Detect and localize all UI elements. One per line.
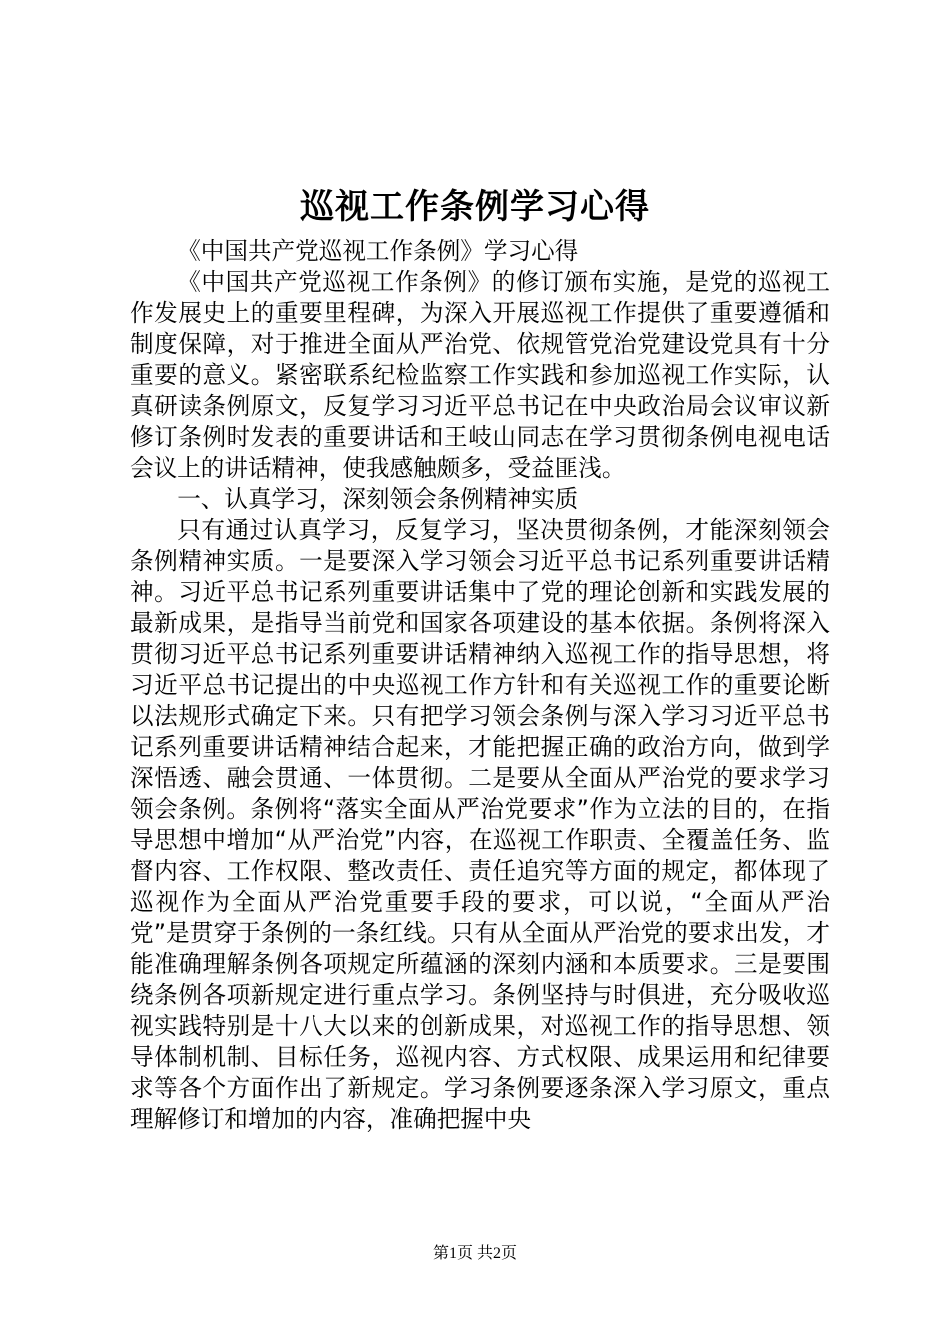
document-title: 巡视工作条例学习心得: [300, 187, 650, 227]
paragraph-subtitle: 《中国共产党巡视工作条例》学习心得: [177, 237, 579, 265]
section-heading: 一、认真学习，深刻领会条例精神实质: [177, 485, 579, 513]
page-footer: 第1页 共2页: [432, 1245, 517, 1262]
document-body: [130, 236, 830, 1135]
paragraph-section-body: 只有通过认真学习，反复学习，坚决贯彻条例，才能深刻领会条例精神实质。一是要深入学习领会习近平总书记系列重要讲话精神。习近平总书记系列重要讲话集中了党的理论创新和实践发展的最新成果，是指导当前党和国家各项建设的基本依据。条例将深入贯彻习近平总书记系列重要讲话精神纳入巡视工作的指导思想，将习近平总书记提出的中央巡视工作方针和有关巡视工作的重要论断以法规形式确定下来。只有把学习领会条例与深入学习习近平总书记系列重要讲话精神结合起来，才能把握正确的政治方向，做到学深悟透、融会贯通、一体贯彻。二是要从全面从严治党的要求学习领会条例。条例将“落实全面从严治党要求”作为立法的目的，在指导思想中增加“从严治党”内容，在巡视工作职责、全覆盖任务、监督内容、工作权限、整改责任、责任追究等方面的规定，都体现了巡视作为全面从严治党重要手段的要求，可以说，“全面从严治党”是贯穿于条例的一条红线。只有从全面从严治党的要求出发，才能准确理解条例各项规定所蕴涵的深刻内涵和本质要求。三是要围绕条例各项新规定进行重点学习。条例坚持与时俱进，充分吸收巡视实践特别是十八大以来的创新成果，对巡视工作的指导思想、领导体制机制、目标任务，巡视内容、方式权限、成果运用和纪律要求等各个方面作出了新规定。学习条例要逐条深入学习原文，重点理解修订和增加的内容，准确把握中央: [130, 516, 830, 1133]
paragraph-intro: 《中国共产党巡视工作条例》的修订颁布实施，是党的巡视工作发展史上的重要里程碑，为深入开展巡视工作提供了重要遵循和制度保障，对于推进全面从严治党、依规管党治党建设党具有十分重要的意义。紧密联系纪检监察工作实践和参加巡视工作实际，认真研读条例原文，反复学习习近平总书记在中央政治局会议审议新修订条例时发表的重要讲话和王岐山同志在学习贯彻条例电视电话会议上的讲话精神，使我感触颇多，受益匪浅。: [130, 268, 830, 482]
